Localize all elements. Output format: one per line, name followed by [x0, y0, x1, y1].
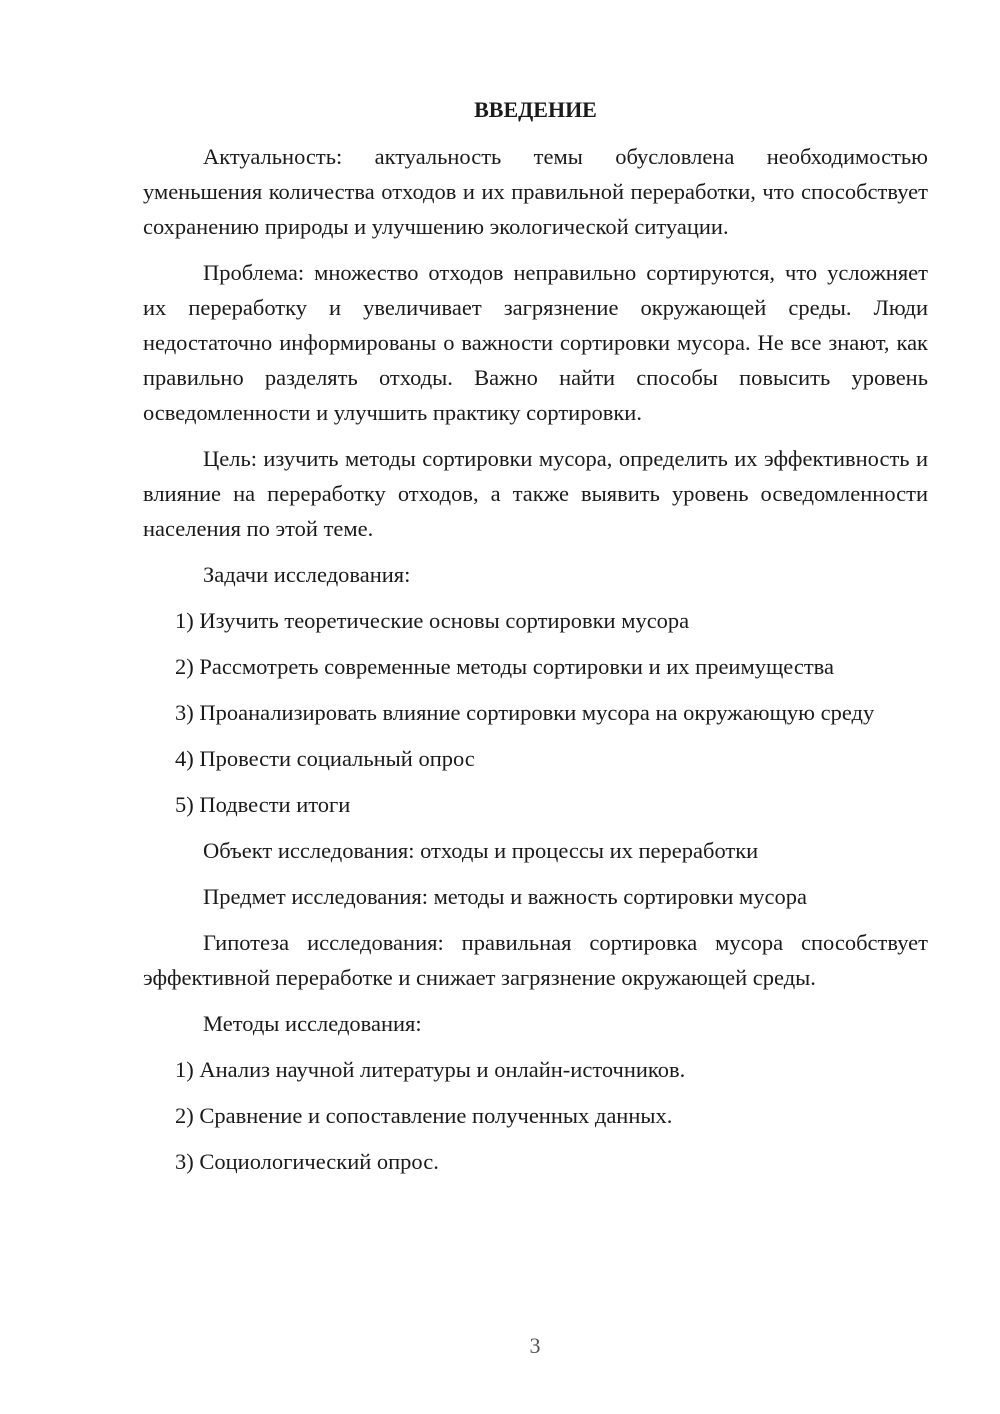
method-item: 3) Социологический опрос. — [175, 1149, 439, 1174]
hypothesis-paragraph: Гипотеза исследования: правильная сортировка мусора способствует эффективной переработке и снижает загрязнение окружающей среды. — [143, 930, 928, 990]
methods-heading: Методы исследования: — [203, 1011, 422, 1036]
problem-paragraph: Проблема: множество отходов неправильно сортируются, что усложняет их переработку и увеличивает загрязнение окружающей среды. Люди недостаточно информированы о важности сортировки мусора. Не все знают, как правильно разделять отходы. Важно найти способы повысить уровень осведомленности и улучшить практику сортировки. — [143, 260, 928, 425]
task-item: 1) Изучить теоретические основы сортировки мусора — [175, 608, 690, 633]
task-item: 2) Рассмотреть современные методы сортировки и их преимущества — [175, 654, 834, 679]
goal-paragraph: Цель: изучить методы сортировки мусора, определить их эффективность и влияние на переработку отходов, а также выявить уровень осведомленности населения по этой теме. — [143, 446, 928, 541]
tasks-list — [143, 603, 928, 822]
task-item: 4) Провести социальный опрос — [175, 746, 475, 771]
object-paragraph: Объект исследования: отходы и процессы их переработки — [203, 838, 759, 863]
document-page — [143, 95, 928, 1190]
section-title: ВВЕДЕНИЕ — [474, 97, 597, 122]
tasks-heading: Задачи исследования: — [203, 562, 411, 587]
method-item: 2) Сравнение и сопоставление полученных данных. — [175, 1103, 673, 1128]
page-number: 3 — [529, 1333, 541, 1358]
task-item: 3) Проанализировать влияние сортировки мусора на окружающую среду — [175, 700, 875, 725]
relevance-paragraph: Актуальность: актуальность темы обусловлена необходимостью уменьшения количества отходов и их правильной переработки, что способствует сохранению природы и улучшению экологической ситуации. — [143, 144, 928, 239]
methods-list — [143, 1052, 928, 1179]
method-item: 1) Анализ научной литературы и онлайн-источников. — [175, 1057, 686, 1082]
task-item: 5) Подвести итоги — [175, 792, 351, 817]
subject-paragraph: Предмет исследования: методы и важность сортировки мусора — [203, 884, 807, 909]
